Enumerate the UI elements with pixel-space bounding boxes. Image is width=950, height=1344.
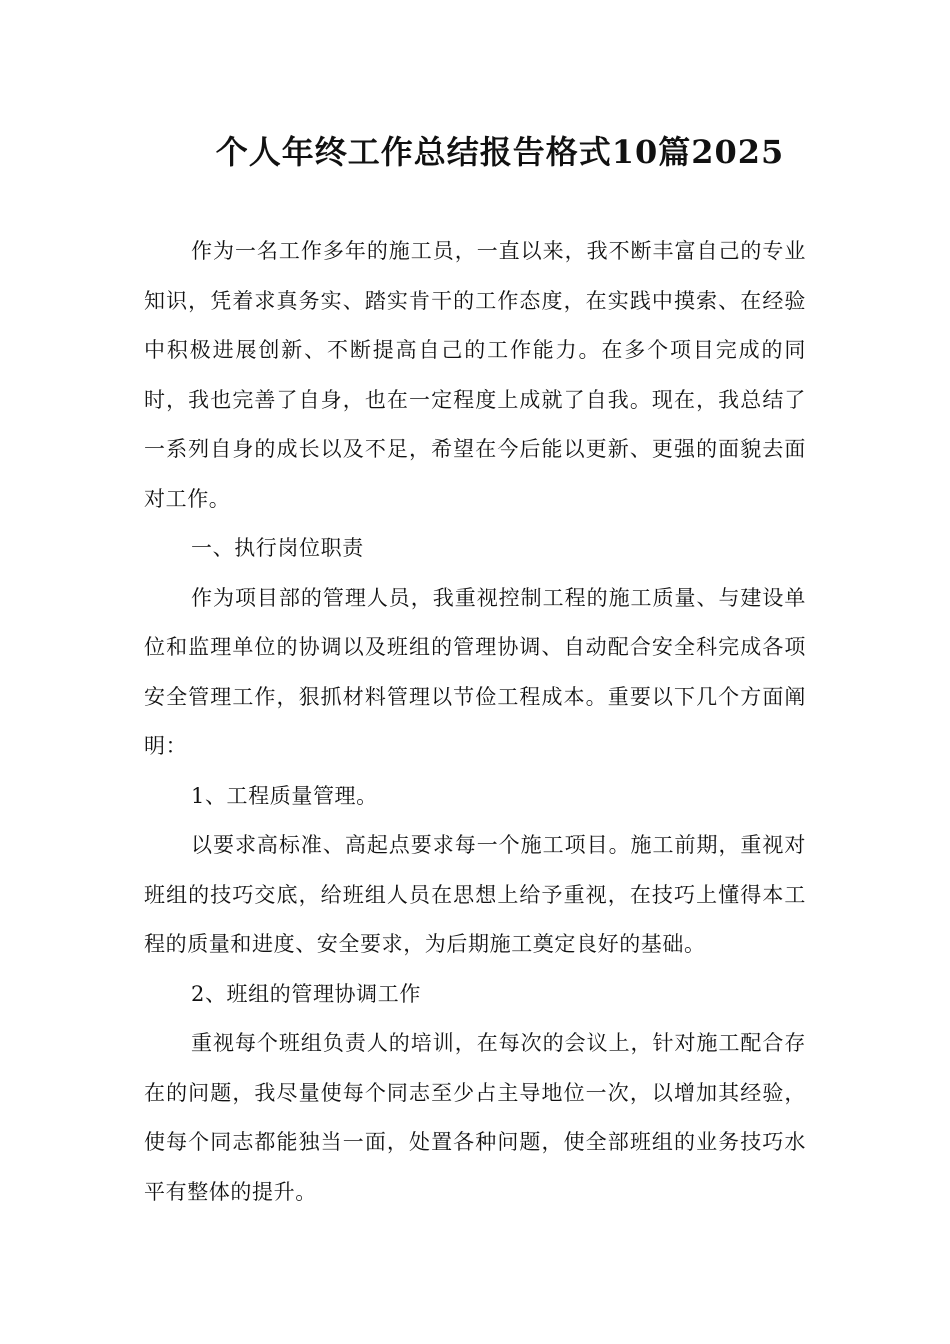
subheading-quality-management: 1、工程质量管理。	[191, 783, 378, 808]
subheading-team-coordination: 2、班组的管理协调工作	[191, 981, 421, 1006]
paragraph-quality-management: 以要求高标准、高起点要求每一个施工项目。施工前期，重视对班组的技巧交底，给班组人员在思想上给予重视，在技巧上懂得本工程的质量和进度、安全要求，为后期施工奠定良好的基础。	[144, 833, 806, 956]
document-body	[144, 227, 806, 1217]
paragraph-intro: 作为一名工作多年的施工员，一直以来，我不断丰富自己的专业知识，凭着求真务实、踏实肯干的工作态度，在实践中摸索、在经验中积极进展创新、不断提高自己的工作能力。在多个项目完成的同时，我也完善了自身，也在一定程度上成就了自我。现在，我总结了一系列自身的成长以及不足，希望在今后能以更新、更强的面貌去面对工作。	[144, 239, 806, 511]
document-title: 个人年终工作总结报告格式10篇2025	[215, 133, 785, 171]
paragraph-team-coordination: 重视每个班组负责人的培训，在每次的会议上，针对施工配合存在的问题，我尽量使每个同志至少占主导地位一次，以增加其经验，使每个同志都能独当一面，处置各种问题，使全部班组的业务技巧水平有整体的提升。	[144, 1031, 806, 1204]
paragraph-responsibilities: 作为项目部的管理人员，我重视控制工程的施工质量、与建设单位和监理单位的协调以及班组的管理协调、自动配合安全科完成各项安全管理工作，狠抓材料管理以节俭工程成本。重要以下几个方面阐明：	[144, 585, 806, 758]
section-heading-responsibilities: 一、执行岗位职责	[191, 536, 364, 560]
